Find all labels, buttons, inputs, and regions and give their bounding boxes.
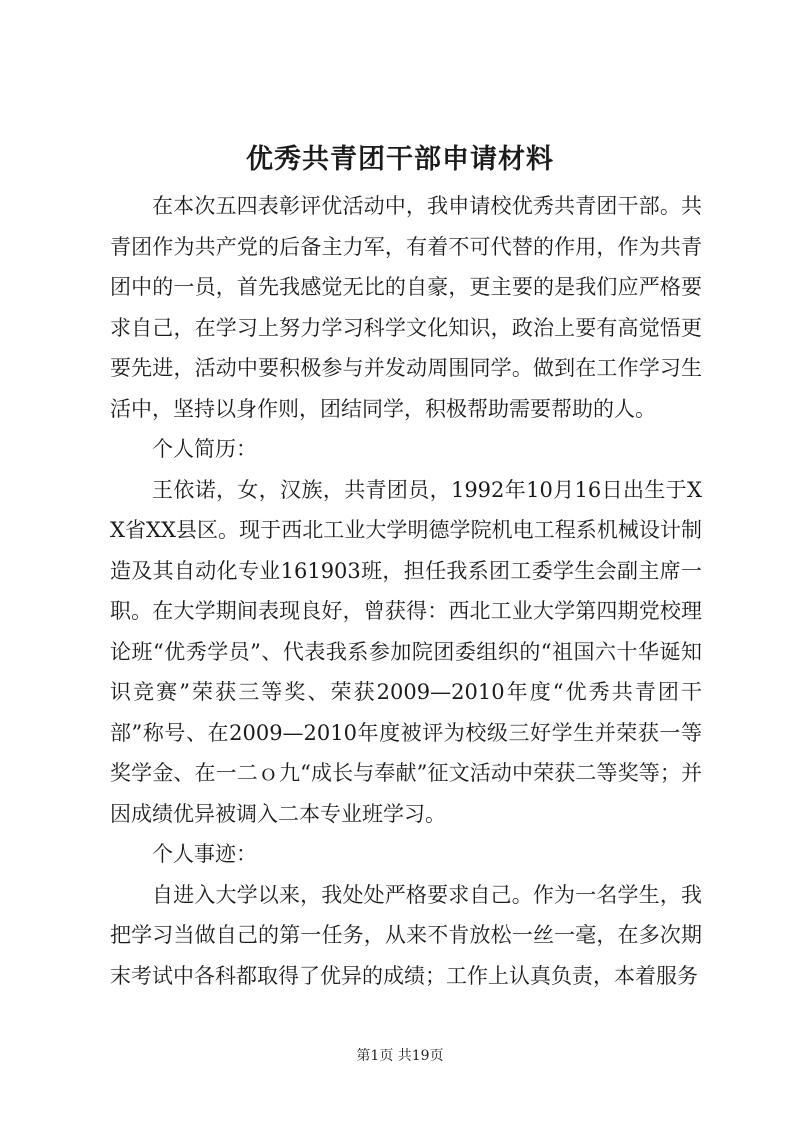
intro-paragraph: 在本次五四表彰评优活动中，我申请校优秀共青团干部。共青团作为共产党的后备主力军，有着不可代替的作用，作为共青团中的一员，首先我感觉无比的自豪，更主要的是我们应严格要求自己，在学习上努力学习科学文化知识，政治上要有高觉悟更要先进，活动中要积极参与并发动周围同学。做到在工作学习生活中，坚持以身作则，团结同学，积极帮助需要帮助的人。: [110, 194, 702, 421]
deeds-paragraph: 自进入大学以来，我处处严格要求自己。作为一名学生，我把学习当做自己的第一任务，从来不肯放松一丝一毫，在多次期末考试中各科都取得了优异的成绩；工作上认真负责，本着服务: [110, 882, 702, 988]
page-title: 优秀共青团干部申请材料: [246, 144, 554, 175]
document-body: [110, 186, 702, 996]
deeds-heading: 个人事迹：: [152, 842, 257, 866]
resume-paragraph: 王依诺，女，汉族，共青团员，1992年10月16日出生于XX省XX县区。现于西北工业大学明德学院机电工程系机械设计制造及其自动化专业161903班，担任我系团工委学生会副主席一职。在大学期间表现良好，曾获得：西北工业大学第四期党校理论班“优秀学员”、代表我系参加院团委组织的“祖国六十华诞知识竞赛”荣获三等奖、荣获2009—2010年度“优秀共青团干部”称号、在2009—2010年度被评为校级三好学生并荣获一等奖学金、在一二ｏ九“成长与奉献”征文活动中荣获二等奖等；并因成绩优异被调入二本专业班学习。: [110, 477, 702, 826]
page-number-footer: 第1页 共19页: [356, 1048, 444, 1064]
resume-heading: 个人简历：: [152, 437, 257, 461]
